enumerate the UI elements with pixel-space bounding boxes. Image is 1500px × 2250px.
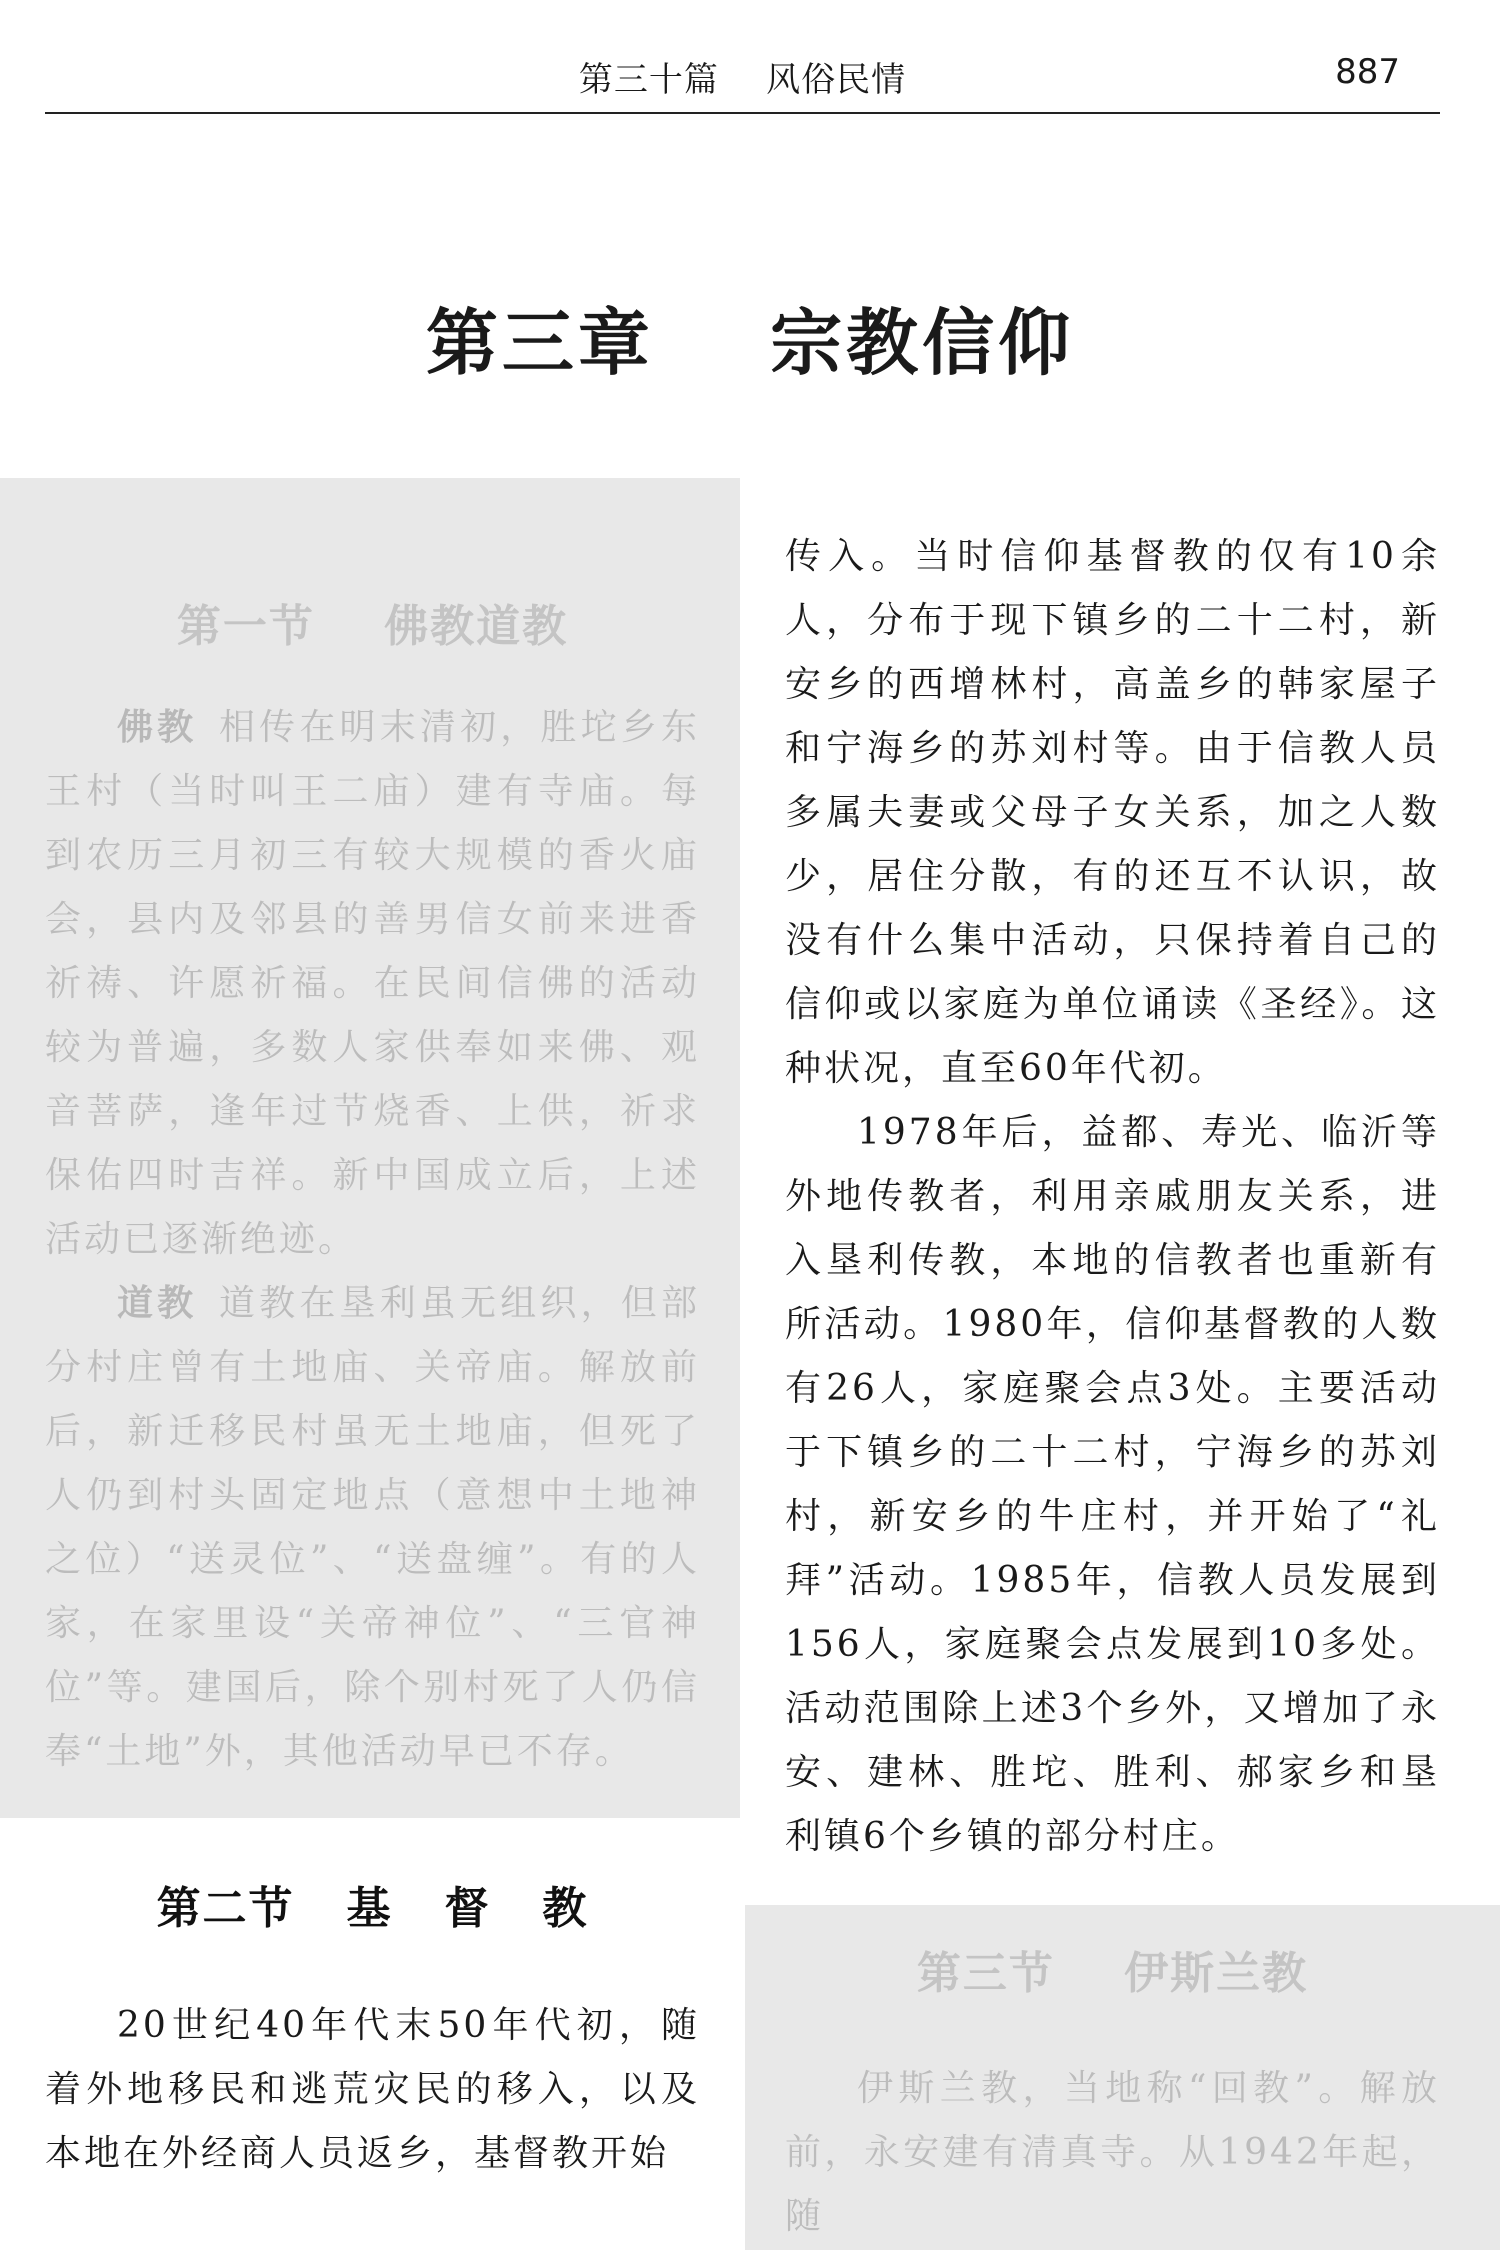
buddhism-lead: 佛教 (117, 707, 198, 748)
chapter-title: 第三章 宗教信仰 (425, 301, 1075, 385)
section2-para2: 1978年后，益都、寿光、临沂等外地传教者，利用亲戚朋友关系，进入垦利传教，本地的信教者也重新有所活动。1980年，信仰基督教的人数有26人，家庭聚会点3处。主要活动于下镇乡的二十二村，宁海乡的苏刘村，新安乡的牛庄村，并开始了“礼拜”活动。1985年，信教人员发展到156人，家庭聚会点发展到10多处。活动范围除上述3个乡外，又增加了永安、建林、胜坨、胜利、郝家乡和垦利镇6个乡镇的部分村庄。 (785, 1112, 1440, 1857)
taoism-lead: 道教 (117, 1283, 198, 1324)
section2-title: 第二节 基 督 教 (156, 1883, 589, 1934)
taoism-text: 道教在垦利虽无组织，但部分村庄曾有土地庙、关帝庙。解放前后，新迁移民村虽无土地庙，但死了人仍到村头固定地点（意想中土地神之位）“送灵位”、“送盘缠”。有的人家，在家里设“关帝神位”、“三官神位”等。建国后，除个别村死了人仍信奉“土地”外，其他活动早已不存。 (45, 1283, 700, 1772)
buddhism-text: 相传在明末清初，胜坨乡东王村（当时叫王二庙）建有寺庙。每到农历三月初三有较大规模的香火庙会，县内及邻县的善男信女前来进香祈祷、许愿祈福。在民间信佛的活动较为普遍，多数人家供奉如来佛、观音菩萨，逢年过节烧香、上供，祈求保佑四时吉祥。新中国成立后，上述活动已逐渐绝迹。 (45, 707, 700, 1260)
section1-title: 第一节 佛教道教 (176, 601, 569, 652)
section3-para1: 伊斯兰教，当地称“回教”。解放前，永安建有清真寺。从1942年起，随 (785, 2068, 1440, 2237)
header-title: 第三十篇 风俗民情 (578, 60, 907, 100)
section1-para-buddhism (45, 696, 700, 1272)
section1-column (45, 478, 700, 1784)
section3-column (785, 1905, 1440, 2249)
section3-title: 第三节 伊斯兰教 (916, 1948, 1309, 1999)
running-header (45, 42, 1440, 114)
section1-para-taoism (45, 1272, 700, 1784)
page-number: 887 (1335, 52, 1400, 92)
section2-para1-start: 20世纪40年代末50年代初，随着外地移民和逃荒灾民的移入，以及本地在外经商人员返乡，基督教开始 (45, 2005, 700, 2174)
section2-column-left (45, 1820, 700, 2186)
section2-column-right (785, 525, 1440, 1869)
section2-para1-cont: 传入。当时信仰基督教的仅有10余人，分布于现下镇乡的二十二村，新安乡的西增林村，高盖乡的韩家屋子和宁海乡的苏刘村等。由于信教人员多属夫妻或父母子女关系，加之人数少，居住分散，有的还互不认识，故没有什么集中活动，只保持着自己的信仰或以家庭为单位诵读《圣经》。这种状况，直至60年代初。 (785, 536, 1440, 1089)
